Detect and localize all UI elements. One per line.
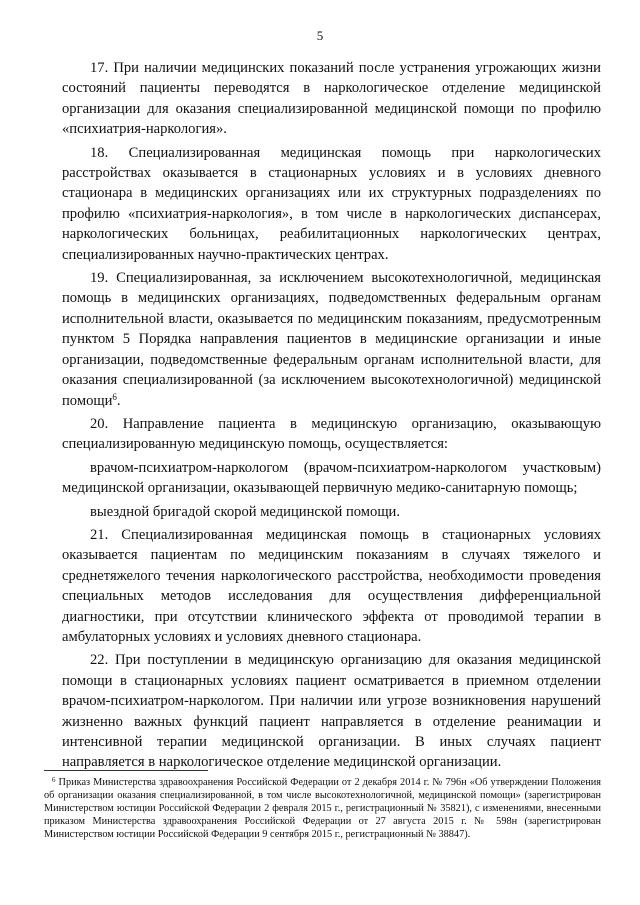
paragraph-17: 17. При наличии медицинских показаний после устранения угрожающих жизни состояний пациенты переводятся в наркологическое отделение медицинской организации для оказания специализированной медицинской помощи по профилю «психиатрия-наркология». (62, 60, 601, 138)
footnote (44, 776, 601, 841)
paragraph-19-end: . (116, 392, 121, 409)
footnote-reference: 6 (112, 391, 117, 402)
paragraph-18: 18. Специализированная медицинская помощь при наркологических расстройствах оказывается в стационарных условиях и в условиях дневного стационара в медицинских организациях или их структурных подразделениях по профилю «психиатрия-наркология», в том числе в наркологических диспансерах, наркологических больницах, реабилитационных наркологических центрах, специализированных научно-практических центрах. (62, 144, 601, 263)
paragraph-19 (62, 268, 601, 411)
footnote-marker: 6 (52, 776, 56, 784)
page-number: 5 (316, 28, 324, 43)
footnote-text: Приказ Министерства здравоохранения Российской Федерации от 2 декабря 2014 г. № 796н «Об утверждении Положения об организации оказания специализированной, в том числе высокотехнологичной, медицинской помощи» (зарегистрирован Министерством юстиции Российской Федерации 2 февраля 2015 г., регистрационный № 35821), с изменениями, внесенными приказом Министерства здравоохранения Российской Федерации от 27 августа 2015 г. № 598н (зарегистрирован Министерством юстиции Российской Федерации 9 сентября 2015 г., регистрационный № 38847). (44, 777, 601, 841)
body-text (62, 58, 601, 773)
paragraph-21: 21. Специализированная медицинская помощь в стационарных условиях оказывается пациентам по медицинским показаниям в случаях тяжелого и среднетяжелого течения наркологического расстройства, необходимости проведения специальных методов исследования для осуществления дифференциальной диагностики, при отсутствии клинического эффекта от проводимой терапии в амбулаторных условиях и условиях дневного стационара. (62, 526, 601, 645)
paragraph-22: 22. При поступлении в медицинскую организацию для оказания медицинской помощи в стационарных условиях пациент осматривается в приемном отделении врачом-психиатром-наркологом. При наличии или угрозе возникновения нарушений жизненно важных функций пациент направляется в отделение реанимации и интенсивной терапии медицинской организации. В иных случаях пациент направляется в наркологическое отделение медицинской организации. (62, 652, 601, 771)
footnote-divider (44, 770, 208, 771)
paragraph-20-item-2: выездной бригадой скорой медицинской помощи. (90, 503, 401, 520)
paragraph-20-item-1: врачом-психиатром-наркологом (врачом-психиатром-наркологом участковым) медицинской организации, оказывающей первичную медико-санитарную помощь; (62, 459, 601, 497)
paragraph-20: 20. Направление пациента в медицинскую организацию, оказывающую специализированную медицинскую помощь, осуществляется: (62, 415, 601, 453)
paragraph-19-text: 19. Специализированная, за исключением высокотехнологичной, медицинская помощь в медицинских организациях, подведомственных федеральным органам исполнительной власти, оказывается по медицинским показаниям, предусмотренным пунктом 5 Порядка направления пациентов в медицинские организации и иные организации, подведомственные федеральным органам исполнительной власти, для оказания специализированной (за исключением высокотехнологичной) медицинской помощи (62, 270, 601, 409)
